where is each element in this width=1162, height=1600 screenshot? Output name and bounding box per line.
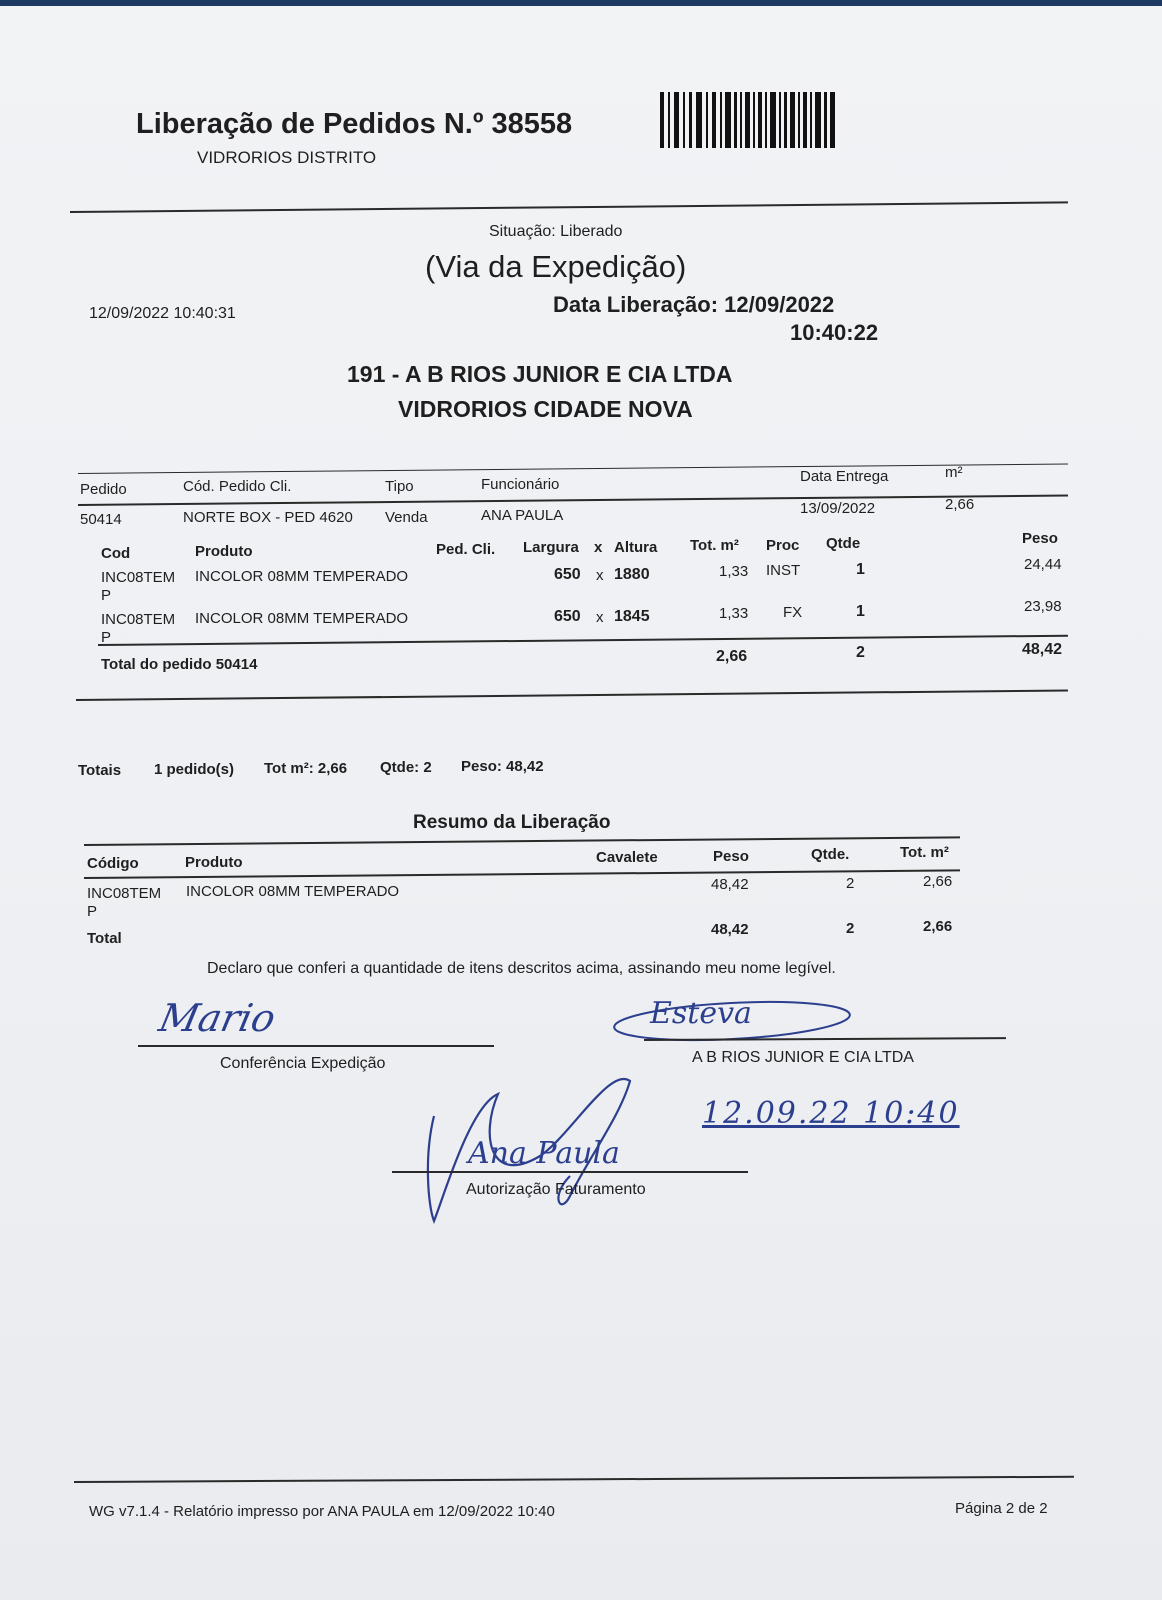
item-qtde: 1 — [856, 603, 865, 620]
item-cod: INC08TEM — [101, 569, 176, 586]
release-date: Data Liberação: 12/09/2022 — [553, 292, 835, 317]
col-tipo: Tipo — [385, 478, 414, 495]
summary-title: Resumo da Liberação — [413, 812, 611, 833]
summary-row-qtde: 2 — [846, 875, 855, 892]
print-datetime: 12/09/2022 10:40:31 — [89, 305, 236, 322]
item-peso: 24,44 — [1024, 556, 1062, 573]
summary-row-peso: 48,42 — [711, 876, 749, 893]
items-total-line — [98, 635, 1068, 646]
order-top-line — [78, 463, 1068, 474]
totals-label: Totais — [78, 762, 122, 779]
signature-client: Esteva — [650, 996, 752, 1031]
order-pedido: 50414 — [80, 511, 122, 528]
order-bottom-line — [76, 689, 1068, 701]
summary-total-label: Total — [87, 930, 122, 947]
sig-line-autorizacao — [392, 1171, 748, 1173]
summary-col-cavalete: Cavalete — [596, 849, 658, 866]
item-produto: INCOLOR 08MM TEMPERADO — [195, 568, 409, 585]
client-name: 191 - A B RIOS JUNIOR E CIA LTDA — [347, 361, 733, 387]
item-tot-m2: 1,33 — [719, 563, 749, 580]
order-funcionario: ANA PAULA — [481, 507, 564, 524]
summary-row-codigo: INC08TEM — [87, 885, 162, 902]
item-x: x — [596, 567, 604, 584]
item-cod: INC08TEM — [101, 611, 176, 628]
order-total-label: Total do pedido 50414 — [101, 656, 258, 673]
status-text: Situação: Liberado — [489, 223, 623, 240]
item-x: x — [596, 609, 604, 626]
col-m2: m² — [945, 464, 963, 481]
item-col-qtde: Qtde — [826, 535, 861, 552]
handwritten-datetime: 12.09.22 10:40 — [702, 1096, 960, 1131]
footer-line — [74, 1476, 1074, 1483]
signature-autorizacao: Ana Paula — [468, 1136, 620, 1171]
summary-col-tot-m2: Tot. m² — [900, 844, 949, 861]
item-tot-m2: 1,33 — [719, 605, 749, 622]
sig-line-conferencia — [138, 1045, 494, 1047]
copy-label: (Via da Expedição) — [425, 249, 687, 284]
summary-col-codigo: Código — [87, 855, 139, 872]
item-largura: 650 — [554, 566, 581, 583]
item-proc: INST — [766, 562, 801, 579]
declaration-text: Declaro que conferi a quantidade de itens descritos acima, assinando meu nome legível. — [207, 960, 836, 977]
col-data-entrega: Data Entrega — [800, 468, 889, 485]
order-tipo: Venda — [385, 509, 428, 526]
item-col-ped-cli: Ped. Cli. — [436, 541, 496, 558]
col-funcionario: Funcionário — [481, 476, 560, 493]
release-time: 10:40:22 — [790, 320, 879, 345]
summary-col-produto: Produto — [185, 854, 243, 871]
summary-col-peso: Peso — [713, 848, 749, 865]
footer-page: Página 2 de 2 — [955, 1500, 1048, 1517]
label-autorizacao: Autorização Faturamento — [466, 1181, 646, 1198]
summary-col-qtde: Qtde. — [811, 846, 850, 863]
summary-total-qtde: 2 — [846, 920, 855, 937]
company-name: VIDRORIOS DISTRITO — [197, 148, 377, 167]
order-total-m2: 2,66 — [716, 648, 748, 665]
order-header-line — [78, 494, 1068, 505]
order-data-entrega: 13/09/2022 — [800, 500, 876, 517]
client-store: VIDRORIOS CIDADE NOVA — [398, 396, 693, 422]
totals-qtde: Qtde: 2 — [380, 759, 432, 776]
item-qtde: 1 — [856, 561, 865, 578]
order-cod-pedido-cli: NORTE BOX - PED 4620 — [183, 509, 353, 526]
summary-row-codigo-cont: P — [87, 903, 98, 920]
barcode — [660, 92, 836, 148]
summary-row-tot-m2: 2,66 — [923, 873, 953, 890]
summary-total-tot-m2: 2,66 — [923, 918, 953, 935]
totals-peso: Peso: 48,42 — [461, 758, 544, 775]
item-produto: INCOLOR 08MM TEMPERADO — [195, 610, 409, 627]
item-cod-cont: P — [101, 629, 112, 646]
item-col-produto: Produto — [195, 543, 253, 560]
label-conferencia: Conferência Expedição — [220, 1055, 386, 1072]
item-col-cod: Cod — [101, 545, 131, 562]
item-col-proc: Proc — [766, 537, 800, 554]
col-cod-pedido-cli: Cód. Pedido Cli. — [183, 478, 292, 495]
totals-m2: Tot m²: 2,66 — [264, 760, 348, 777]
item-col-x: x — [594, 539, 603, 556]
document-title: Liberação de Pedidos N.º 38558 — [136, 108, 573, 140]
item-col-tot-m2: Tot. m² — [690, 537, 739, 554]
label-client: A B RIOS JUNIOR E CIA LTDA — [692, 1049, 914, 1066]
item-altura: 1880 — [614, 566, 650, 583]
header-divider — [70, 201, 1068, 213]
order-total-peso: 48,42 — [1022, 641, 1063, 658]
item-proc: FX — [783, 604, 803, 621]
signature-conferencia: Mario — [155, 996, 280, 1040]
item-largura: 650 — [554, 608, 581, 625]
summary-top-line — [84, 836, 960, 845]
col-pedido: Pedido — [80, 481, 127, 498]
item-col-largura: Largura — [523, 539, 579, 556]
summary-row-produto: INCOLOR 08MM TEMPERADO — [186, 883, 400, 900]
order-total-qtde: 2 — [856, 644, 865, 661]
item-altura: 1845 — [614, 608, 650, 625]
document-page — [0, 6, 1162, 1600]
item-peso: 23,98 — [1024, 598, 1062, 615]
summary-total-peso: 48,42 — [711, 921, 749, 938]
footer-report: WG v7.1.4 - Relatório impresso por ANA PAULA em 12/09/2022 10:40 — [89, 1503, 555, 1520]
totals-pedidos: 1 pedido(s) — [154, 761, 235, 778]
order-m2: 2,66 — [945, 496, 975, 513]
item-col-altura: Altura — [614, 539, 658, 556]
item-col-peso: Peso — [1022, 530, 1058, 547]
item-cod-cont: P — [101, 587, 112, 604]
